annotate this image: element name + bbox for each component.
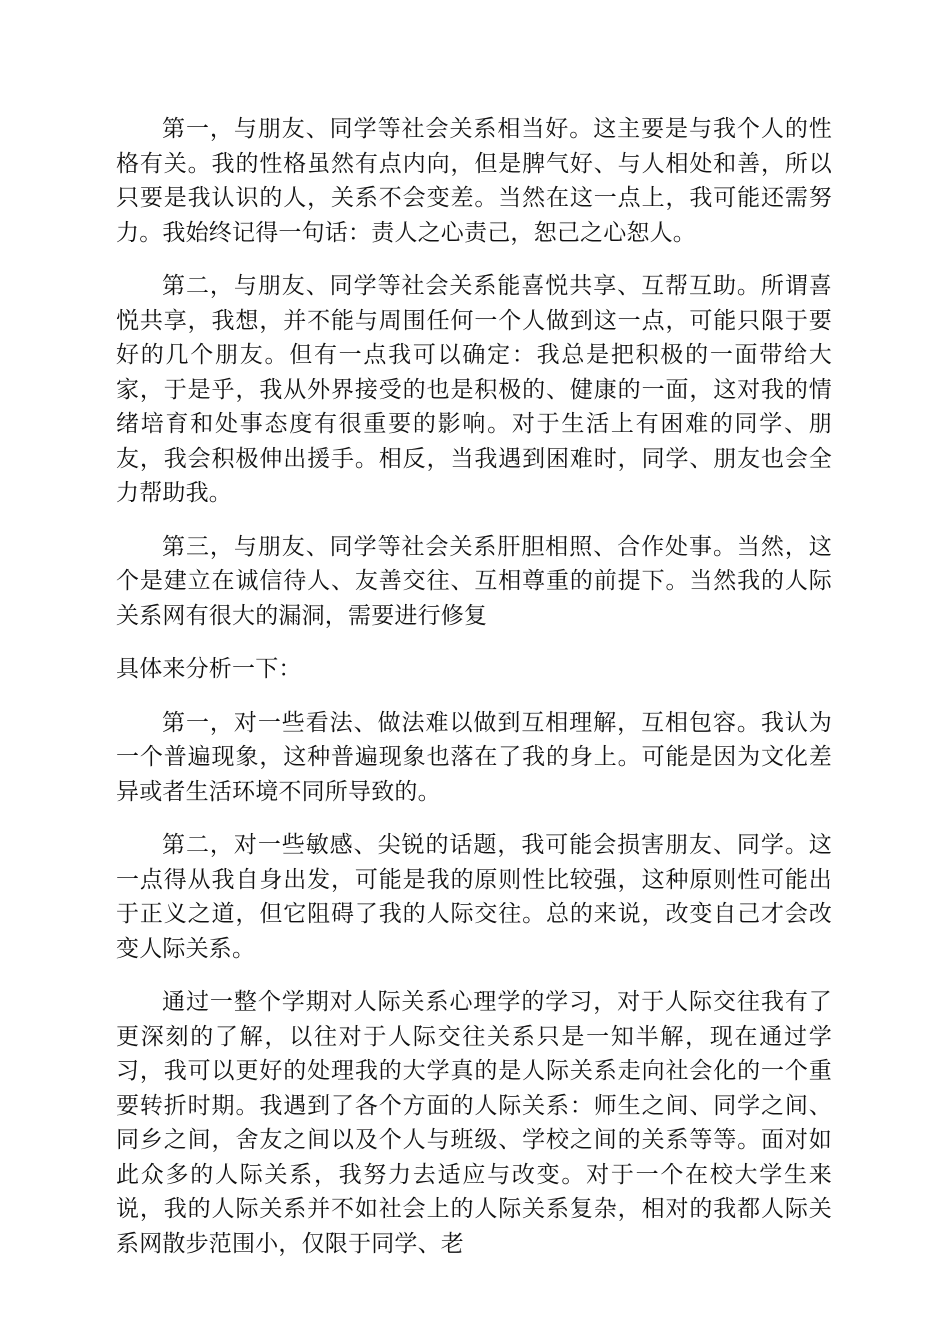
paragraph-6: 通过一整个学期对人际关系心理学的学习，对于人际交往我有了更深刻的了解，以往对于人际交往关系只是一知半解，现在通过学习，我可以更好的处理我的大学真的是人际关系走向社会化的一个重要转折时期。我遇到了各个方面的人际关系：师生之间、同学之间、同乡之间，舍友之间以及个人与班级、学校之间的关系等等。面对如此众多的人际关系，我努力去适应与改变。对于一个在校大学生来说，我的人际关系并不如社会上的人际关系复杂，相对的我都人际关系网散步范围小，仅限于同学、老: [116, 989, 832, 1257]
document-body: [116, 112, 832, 1261]
paragraph-4: 第一，对一些看法、做法难以做到互相理解，互相包容。我认为一个普遍现象，这种普遍现象也落在了我的身上。可能是因为文化差异或者生活环境不同所导致的。: [116, 709, 832, 805]
paragraph-2: 第二，与朋友、同学等社会关系能喜悦共享、互帮互助。所谓喜悦共享，我想，并不能与周围任何一个人做到这一点，可能只限于要好的几个朋友。但有一点我可以确定：我总是把积极的一面带给大家，于是乎，我从外界接受的也是积极的、健康的一面，这对我的情绪培育和处事态度有很重要的影响。对于生活上有困难的同学、朋友，我会积极伸出援手。相反，当我遇到困难时，同学、朋友也会全力帮助我。: [116, 273, 832, 506]
paragraph-1: 第一，与朋友、同学等社会关系相当好。这主要是与我个人的性格有关。我的性格虽然有点内向，但是脾气好、与人相处和善，所以只要是我认识的人，关系不会变差。当然在这一点上，我可能还需努力。我始终记得一句话：责人之心责己，恕己之心恕人。: [116, 116, 832, 246]
paragraph-3: 第三，与朋友、同学等社会关系肝胆相照、合作处事。当然，这个是建立在诚信待人、友善交往、互相尊重的前提下。当然我的人际关系网有很大的漏洞，需要进行修复: [116, 533, 832, 629]
section-intro: 具体来分析一下：: [116, 656, 302, 682]
paragraph-5: 第二，对一些敏感、尖锐的话题，我可能会损害朋友、同学。这一点得从我自身出发，可能是我的原则性比较强，这种原则性可能出于正义之道，但它阻碍了我的人际交往。总的来说，改变自己才会改变人际关系。: [116, 832, 832, 962]
